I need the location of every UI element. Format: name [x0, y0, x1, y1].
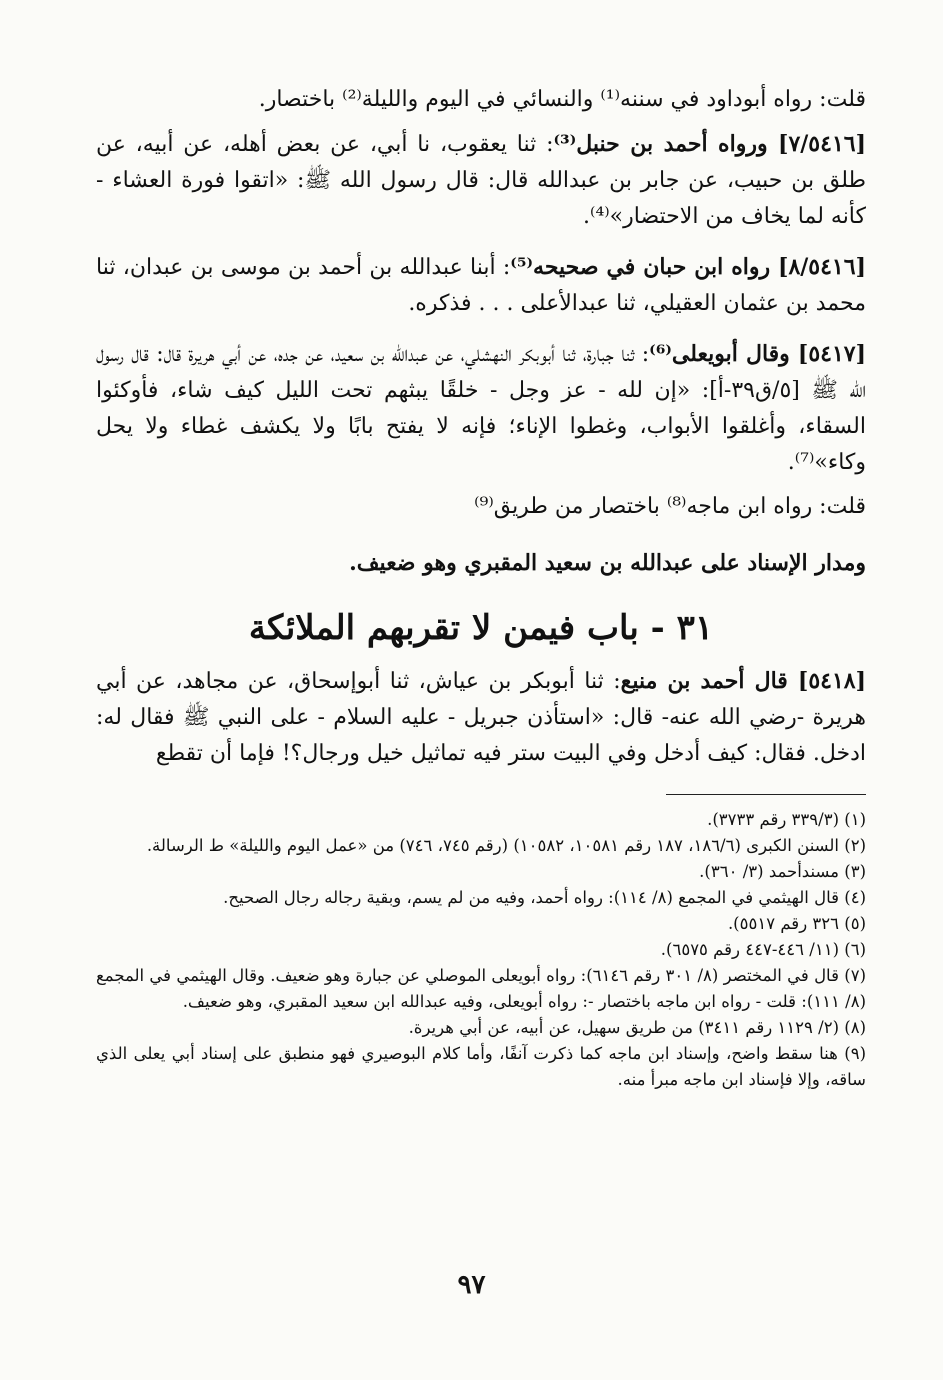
paragraph-1: قلت: رواه أبوداود في سننه⁽¹⁾ والنسائي في اليوم والليلة⁽²⁾ باختصار.: [258, 87, 866, 112]
footnote: (١) (٣٣٩/٣ رقم ٣٧٣٣).: [707, 810, 866, 829]
footnote: (٦) (١١/ ٤٤٦-٤٤٧ رقم ٦٥٧٥).: [660, 940, 866, 959]
hadith-heading: [٨/٥٤١٦] رواه ابن حبان في صحيحه⁽⁵⁾: [510, 254, 866, 280]
page-body: [96, 82, 866, 1093]
footnote: (٧) قال في المختصر (٨/ ٣٠١ رقم ٦١٤٦): رواه أبويعلى الموصلي عن جبارة وهو ضعيف. وقال الهيثمي في المجمع (٨/ ١١١): قلت - رواه ابن ماجه باختصار -: رواه أبويعلى، وفيه عبدالله ابن سعيد المقبري، وهو ضعيف.: [96, 966, 867, 1011]
page-number: ٩٧: [457, 1270, 486, 1300]
hadith-text: : ثنا أبوبكر بن عياش، ثنا أبوإسحاق، عن مجاهد، عن أبي هريرة -رضي الله عنه- قال: «استأذن جبريل - عليه السلام - على النبي ﷺ فقال له: ادخل. فقال: كيف أدخل وفي البيت ستر فيه تماثيل خيل ورجال؟! فإما أن تقطع: [96, 669, 866, 766]
paragraph-7: [96, 663, 866, 772]
hadith-text: : ثنا يعقوب، نا أبي، عن بعض أهله، عن أبيه، عن طلق بن حبيب، عن جابر بن عبدالله قال: قال رسول الله ﷺ: «اتقوا فورة العشاء - كأنه لما يخاف من الاحتضار»⁽⁴⁾.: [96, 132, 866, 229]
paragraph-6: ومدار الإسناد على عبدالله بن سعيد المقبري وهو ضعيف.: [349, 550, 866, 576]
paragraph-4: [96, 336, 866, 481]
paragraph-5: قلت: رواه ابن ماجه⁽⁸⁾ باختصار من طريق⁽⁹⁾: [474, 494, 866, 519]
footnote: (٩) هنا سقط واضح، وإسناد ابن ماجه كما ذكرت آنفًا، وأما كلام البوصيري فهو منطبق على إسناد أبي يعلى الذي ساقه، وإلا فإسناد ابن ماجه مبرأ منه.: [96, 1044, 866, 1089]
hadith-heading: [٥٤١٧] وقال أبويعلى⁽⁶⁾: [649, 341, 866, 367]
hadith-text: : أبنا عبدالله بن أحمد بن موسى بن عبدان، ثنا محمد بن عثمان العقيلي، ثنا عبدالأعلى . . . فذكره.: [96, 255, 866, 316]
hadith-heading: [٧/٥٤١٦] ورواه أحمد بن حنبل⁽³⁾: [553, 131, 866, 157]
footnote: (٢) السنن الكبرى (١٨٦/٦، ١٨٧ رقم ١٠٥٨١، ١٠٥٨٢) (رقم ٧٤٥، ٧٤٦) من «عمل اليوم والليلة» ط الرسالة.: [146, 836, 866, 855]
footnote-divider: [666, 794, 866, 795]
footnotes: [96, 807, 866, 1093]
paragraph-2: [96, 126, 866, 235]
chapter-title: ٣١ - باب فيمن لا تقربهم الملائكة: [248, 608, 714, 648]
hadith-text: : ثنا جبارة، ثنا أبوبكر النهشلي، عن عبدالله بن سعيد، عن جده، عن أبي هريرة قال: قال رسول الله ﷺ [٥/ق٣٩-أ]: «إن لله - عز وجل - خلقًا يبثهم تحت الليل كيف شاء، فأوكئوا السقاء، وأغلقوا الأبواب، وغطوا الإناء؛ فإنه لا يفتح بابًا ولا يكشف غطاء ولا يحل وكاء»⁽⁷⁾.: [96, 342, 866, 475]
footnote: (٣) مسندأحمد (٣/ ٣٦٠).: [699, 862, 866, 881]
paragraph-3: [96, 249, 866, 322]
hadith-heading: [٥٤١٨] قال أحمد بن منيع: [620, 668, 867, 694]
footnote: (٥) ٣٢٦ رقم ٥٥١٧).: [727, 914, 866, 933]
footnote: (٤) قال الهيثمي في المجمع (٨/ ١١٤): رواه أحمد، وفيه من لم يسم، وبقية رجاله رجال الصحيح.: [223, 888, 866, 907]
footnote: (٨) (٢/ ١١٢٩ رقم ٣٤١١) من طريق سهيل، عن أبيه، عن أبي هريرة.: [408, 1018, 866, 1037]
